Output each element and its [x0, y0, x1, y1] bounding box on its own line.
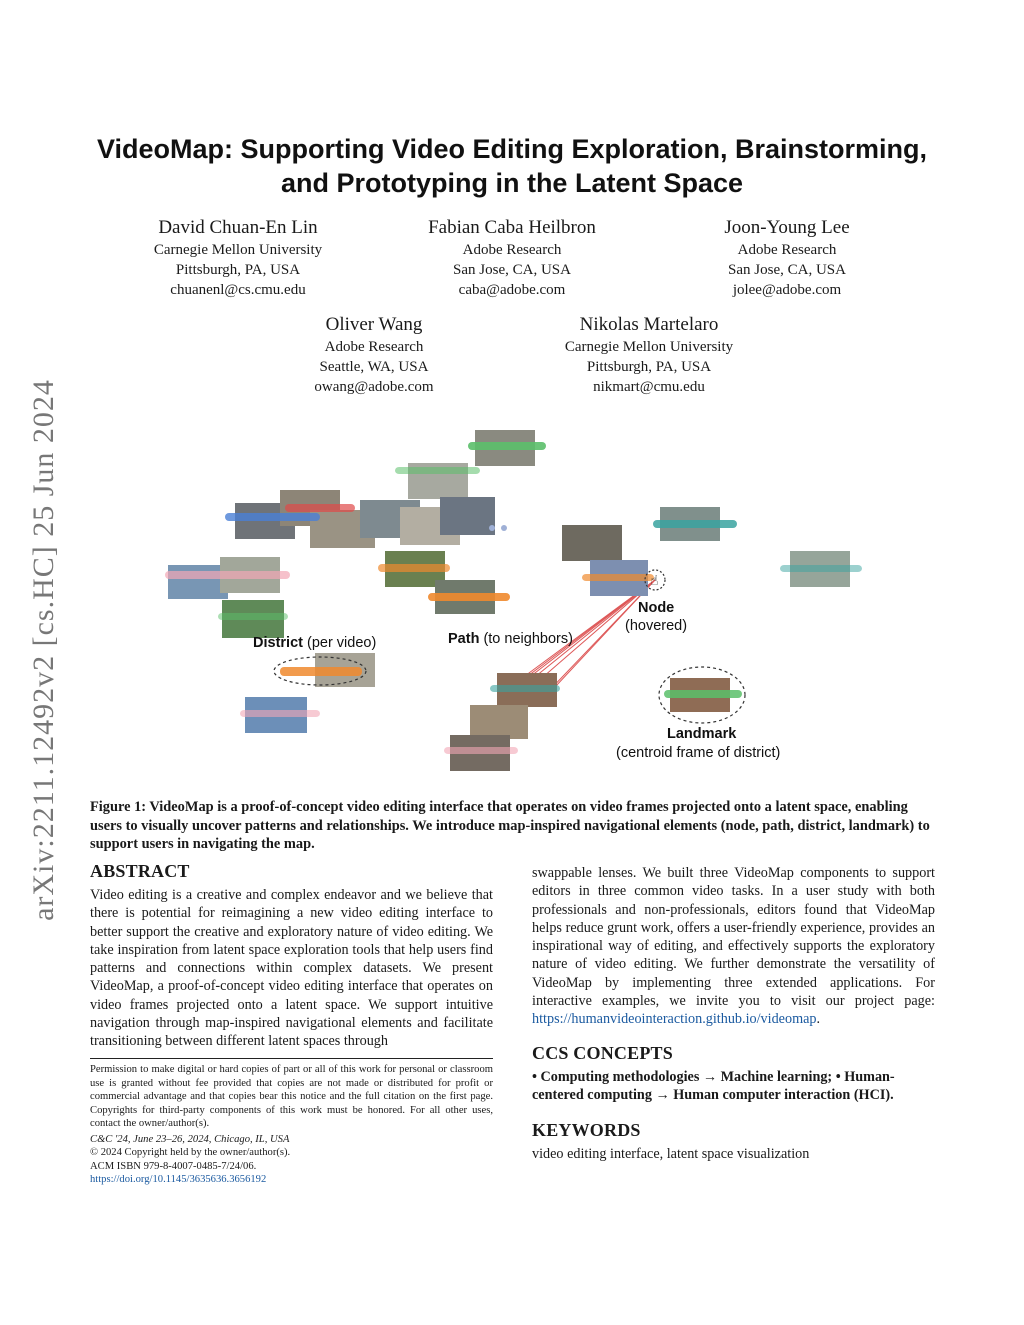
thumb-mid-teal: [562, 507, 737, 561]
author-block: [529, 313, 769, 397]
label-path: [448, 631, 573, 647]
project-page-link[interactable]: https://humanvideointeraction.github.io/videomap: [532, 1011, 817, 1028]
author-location: Pittsburgh, PA, USA: [175, 262, 301, 278]
title-line-1: VideoMap: Supporting Video Editing Exploration, Brainstorming,: [96, 134, 928, 164]
ccs-line-2: centered computing → Human computer interaction (HCI).: [532, 1087, 894, 1104]
author-location: Seattle, WA, USA: [319, 359, 429, 375]
author-name: Nikolas Martelaro: [579, 314, 719, 335]
author-location: Pittsburgh, PA, USA: [586, 359, 712, 375]
arxiv-stamp: [14, 360, 74, 940]
keywords-heading: KEYWORDS: [532, 1120, 641, 1140]
thumb-node-orange: [582, 560, 665, 596]
label-district-bold: District: [253, 635, 303, 651]
abstract-col2: [532, 864, 935, 1029]
label-path-bold: Path: [448, 631, 480, 647]
author-name: David Chuan-En Lin: [158, 217, 318, 238]
author-email: chuanenl@cs.cmu.edu: [170, 282, 306, 298]
abstract-link-suffix: .: [816, 1011, 821, 1028]
author-location: San Jose, CA, USA: [453, 262, 571, 278]
copyright-held: © 2024 Copyright held by the owner/author(s).: [90, 1147, 291, 1158]
author-email: jolee@adobe.com: [732, 282, 842, 298]
author-block: [392, 216, 632, 300]
district-ellipse: [274, 653, 375, 687]
author-email: caba@adobe.com: [458, 282, 566, 298]
keywords-text: video editing interface, latent space visualization: [532, 1146, 810, 1162]
permission-text: Permission to make digital or hard copies of part or all of this work for personal or classroom use is granted without fee provided that copies are not made or distributed for profit or commercial advantage and that copies bear this notice and the full citation on the first page. Copyrights for third-party components of this work must be honored. For all other uses, contact the owner/author(s).: [90, 1064, 493, 1129]
abstract-col1: Video editing is a creative and complex endeavor and we believe that there is potential for reimagining a new video editing interface to better support the creative and exploratory nature of video editing. We take inspiration from latent space exploration tools that help users find patterns and connections within complex datasets. We present VideoMap, a proof-of-concept video editing interface that operates on video frames projected onto a latent space. We support intuitive navigation through map-inspired navigational elements and facilitate transitioning between different latent spaces through: [90, 887, 493, 1050]
author-block: [667, 216, 907, 300]
author-location: San Jose, CA, USA: [728, 262, 846, 278]
author-affiliation: Carnegie Mellon University: [153, 242, 323, 258]
label-node-bold: Node: [638, 600, 675, 616]
thumb-cluster-blue: [225, 490, 507, 548]
author-affiliation: Adobe Research: [737, 242, 837, 258]
ccs-heading: CCS CONCEPTS: [532, 1043, 673, 1063]
abstract-heading: ABSTRACT: [90, 861, 190, 881]
label-path-rest: (to neighbors): [479, 631, 573, 647]
figure-caption: Figure 1: VideoMap is a proof-of-concept video editing interface that operates on video frames projected onto a latent space, enabling users to visually uncover patterns and relationships. We introduce map-inspired navigational elements (node, path, district, landmark) to support users in navigating the map.: [90, 799, 930, 852]
thumb-top-green: [468, 430, 546, 466]
isbn-text: ACM ISBN 979-8-4007-0485-7/24/06.: [90, 1160, 257, 1172]
label-landmark-rest: (centroid frame of district): [616, 745, 781, 761]
landmark-ellipse: [659, 667, 745, 723]
title-line-2: and Prototyping in the Latent Space: [280, 168, 744, 198]
thumb-left-pink: [165, 557, 290, 599]
author-email: nikmart@cmu.edu: [593, 379, 705, 395]
author-name: Fabian Caba Heilbron: [428, 217, 596, 238]
author-name: Oliver Wang: [325, 314, 423, 335]
venue-text: C&C '24, June 23–26, 2024, Chicago, IL, USA: [90, 1133, 290, 1145]
abstract-col2-text: swappable lenses. We built three VideoMap components to support editors in three common video tasks. In a user study with both professionals and non-professionals, editors found that VideoMap helps reduce grunt work, offers a user-friendly experience, provides an inspirational way of editing, and effectively supports the exploratory nature of video editing. We further demonstrate the versatility of VideoMap by implementing three extended applications. For interactive examples, we invite you to visit our project page:: [532, 865, 935, 1010]
author-block: [118, 216, 358, 300]
thumb-bottom-left: [240, 697, 320, 733]
thumb-far-right: [780, 551, 862, 587]
thumb-center-orange: [378, 551, 510, 614]
copyright-block: [90, 1063, 493, 1187]
author-affiliation: Adobe Research: [462, 242, 562, 258]
thumb-green-2: [395, 463, 480, 499]
author-name: Joon-Young Lee: [724, 217, 850, 238]
cursor-hand-icon: ☝: [650, 572, 659, 588]
label-district: [253, 635, 376, 651]
label-landmark-bold: Landmark: [667, 726, 737, 742]
paper-title: [60, 132, 964, 200]
label-district-rest: (per video): [302, 635, 377, 651]
footnote-rule: [90, 1058, 493, 1059]
teaser-figure: [150, 425, 880, 785]
thumb-neighbors: [444, 673, 560, 771]
doi-link[interactable]: https://doi.org/10.1145/3635636.3656192: [90, 1174, 267, 1185]
thumb-green-low: [218, 600, 288, 638]
label-node-rest: (hovered): [625, 618, 688, 634]
author-email: owang@adobe.com: [314, 379, 434, 395]
author-block: [254, 313, 494, 397]
arxiv-stamp-text: arXiv:2211.12492v2 [cs.HC] 25 Jun 2024: [27, 379, 60, 921]
ccs-concepts: [532, 1068, 935, 1105]
author-affiliation: Carnegie Mellon University: [564, 339, 734, 355]
ccs-line-1: • Computing methodologies → Machine learning; • Human-: [532, 1069, 895, 1085]
author-affiliation: Adobe Research: [324, 339, 424, 355]
